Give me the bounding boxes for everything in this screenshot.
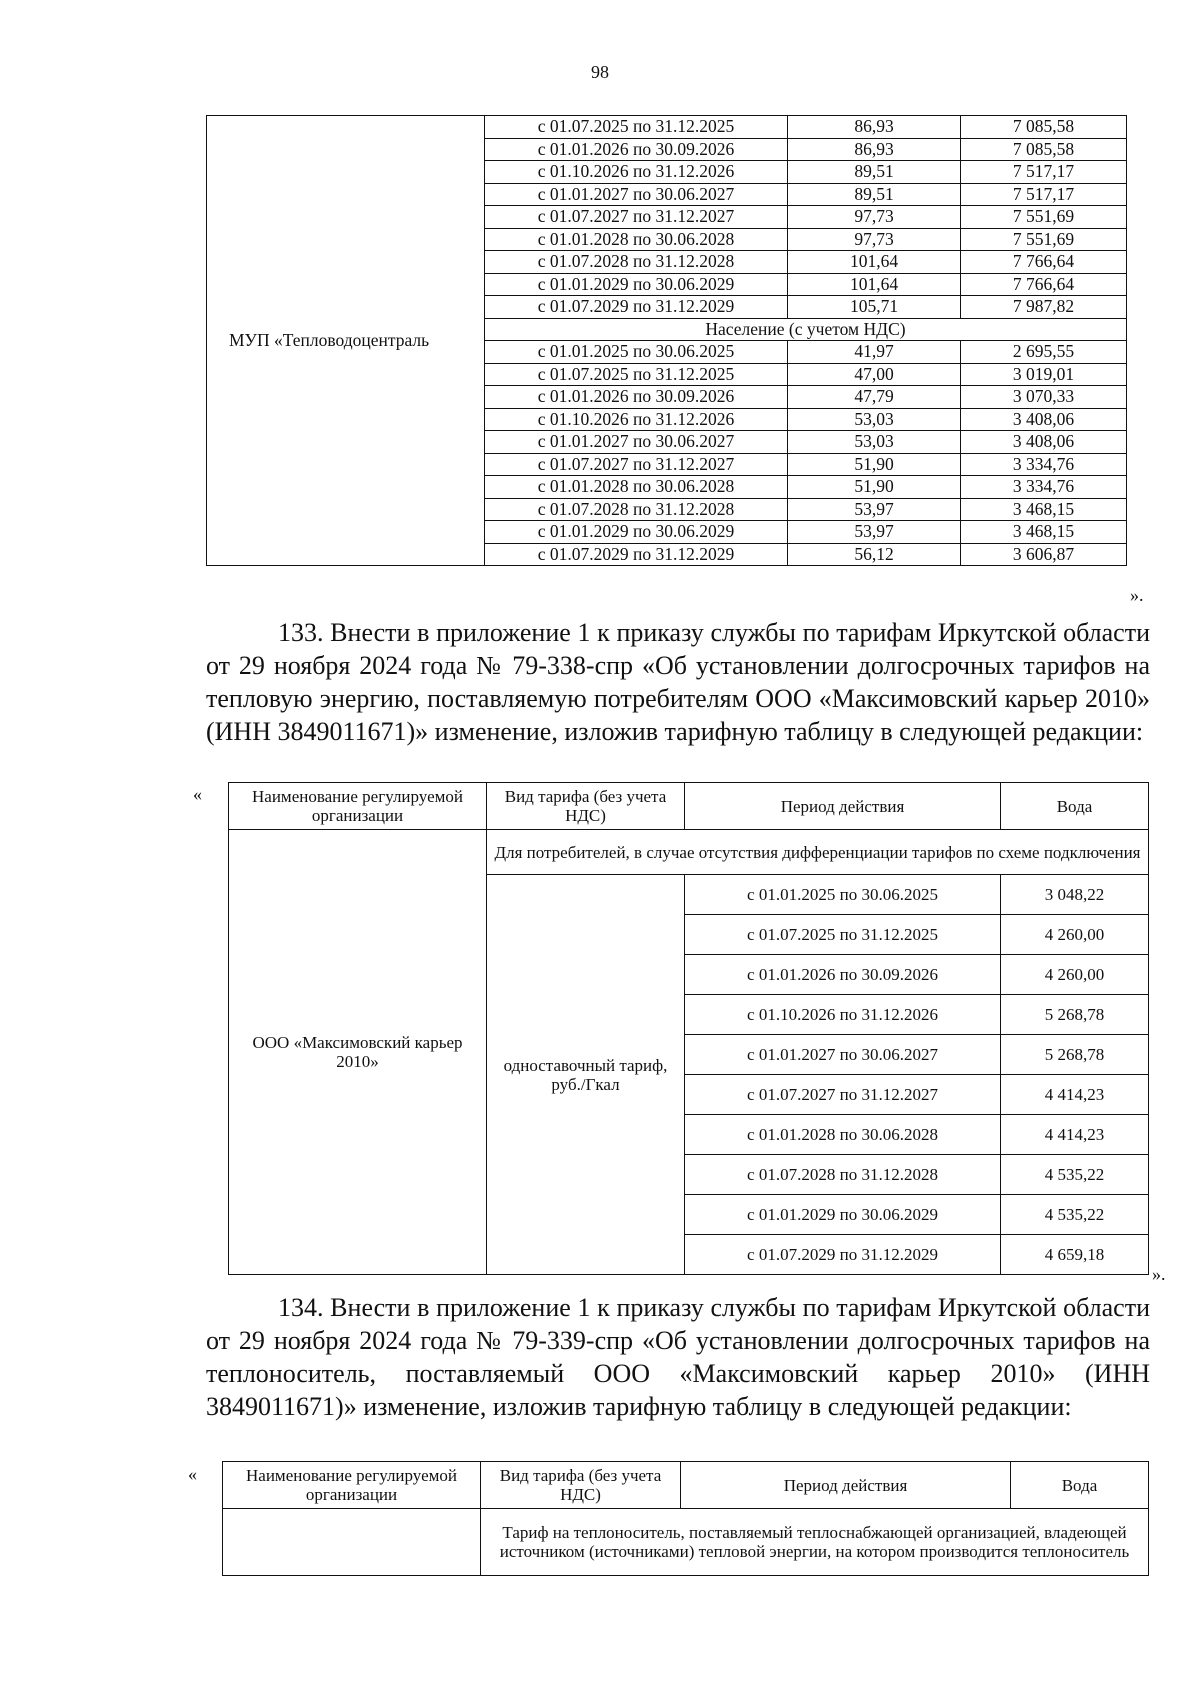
- subheader-cell: Для потребителей, в случае отсутствия дифференциации тарифов по схеме подключения: [487, 830, 1149, 875]
- table-header-row: [223, 1462, 1149, 1509]
- subheader-cell: Тариф на теплоноситель, поставляемый теплоснабжающей организацией, владеющей источником (источниками) тепловой энергии, на котором производится теплоноситель: [481, 1509, 1149, 1576]
- period-cell: с 01.07.2025 по 31.12.2025: [485, 116, 788, 139]
- value-cell: 101,64: [788, 251, 961, 274]
- table-row: [207, 116, 1127, 139]
- period-cell: с 01.01.2028 по 30.06.2028: [485, 228, 788, 251]
- period-cell: с 01.01.2025 по 30.06.2025: [685, 875, 1001, 915]
- value-cell: 3 070,33: [961, 386, 1127, 409]
- value-cell: 5 268,78: [1001, 1035, 1149, 1075]
- header-water: Вода: [1011, 1462, 1149, 1509]
- value-cell: 5 268,78: [1001, 995, 1149, 1035]
- period-cell: с 01.07.2029 по 31.12.2029: [485, 296, 788, 319]
- header-period: Период действия: [681, 1462, 1011, 1509]
- period-cell: с 01.07.2029 по 31.12.2029: [485, 543, 788, 566]
- period-cell: с 01.10.2026 по 31.12.2026: [485, 408, 788, 431]
- value-cell: 4 260,00: [1001, 915, 1149, 955]
- subheader-cell: Население (с учетом НДС): [485, 318, 1127, 341]
- paragraph-133: 133. Внести в приложение 1 к приказу службы по тарифам Иркутской области от 29 ноября 2024 года № 79-338-спр «Об установлении долгосрочных тарифов на тепловую энергию, поставляемую потребителям ООО «Максимовский карьер 2010» (ИНН 3849011671)» изменение, изложив тарифную таблицу в следующей редакции:: [206, 618, 1150, 746]
- period-cell: с 01.01.2026 по 30.09.2026: [685, 955, 1001, 995]
- value-cell: 3 606,87: [961, 543, 1127, 566]
- value-cell: 7 766,64: [961, 273, 1127, 296]
- table1-closing-quote: ».: [1130, 585, 1144, 605]
- period-cell: с 01.07.2025 по 31.12.2025: [685, 915, 1001, 955]
- value-cell: 3 019,01: [961, 363, 1127, 386]
- table2-closing-quote: ».: [1152, 1264, 1166, 1284]
- value-cell: 41,97: [788, 341, 961, 364]
- value-cell: 97,73: [788, 228, 961, 251]
- period-cell: с 01.01.2026 по 30.09.2026: [485, 138, 788, 161]
- value-cell: 53,97: [788, 498, 961, 521]
- value-cell: 89,51: [788, 183, 961, 206]
- value-cell: 101,64: [788, 273, 961, 296]
- page-number: 98: [591, 62, 609, 82]
- period-cell: с 01.10.2026 по 31.12.2026: [685, 995, 1001, 1035]
- period-cell: с 01.07.2029 по 31.12.2029: [685, 1235, 1001, 1275]
- value-cell: 105,71: [788, 296, 961, 319]
- value-cell: 7 085,58: [961, 138, 1127, 161]
- value-cell: 3 048,22: [1001, 875, 1149, 915]
- period-cell: с 01.01.2028 по 30.06.2028: [485, 476, 788, 499]
- tariff-type-cell: одноставочный тариф, руб./Гкал: [487, 875, 685, 1275]
- value-cell: 53,97: [788, 521, 961, 544]
- value-cell: 4 535,22: [1001, 1195, 1149, 1235]
- period-cell: с 01.07.2027 по 31.12.2027: [485, 206, 788, 229]
- table-subheader-row: [229, 830, 1149, 875]
- value-cell: 3 334,76: [961, 453, 1127, 476]
- period-cell: с 01.01.2027 по 30.06.2027: [485, 183, 788, 206]
- value-cell: 7 551,69: [961, 228, 1127, 251]
- value-cell: 51,90: [788, 453, 961, 476]
- header-period: Период действия: [685, 783, 1001, 830]
- value-cell: 89,51: [788, 161, 961, 184]
- tariff-table-heat-energy: [228, 782, 1149, 1275]
- value-cell: 56,12: [788, 543, 961, 566]
- period-cell: с 01.07.2027 по 31.12.2027: [485, 453, 788, 476]
- org-name-cell: ООО «Максимовский карьер 2010»: [229, 830, 487, 1275]
- tariff-table-heat-carrier: [222, 1461, 1149, 1576]
- header-tariff-type: Вид тарифа (без учета НДС): [481, 1462, 681, 1509]
- value-cell: 7 987,82: [961, 296, 1127, 319]
- value-cell: 86,93: [788, 138, 961, 161]
- period-cell: с 01.07.2027 по 31.12.2027: [685, 1075, 1001, 1115]
- value-cell: 3 468,15: [961, 498, 1127, 521]
- period-cell: с 01.10.2026 по 31.12.2026: [485, 161, 788, 184]
- value-cell: 7 517,17: [961, 161, 1127, 184]
- value-cell: 2 695,55: [961, 341, 1127, 364]
- paragraph-134: 134. Внести в приложение 1 к приказу службы по тарифам Иркутской области от 29 ноября 2024 года № 79-339-спр «Об установлении долгосрочных тарифов на теплоноситель, поставляемый ООО «Максимовский карьер 2010» (ИНН 3849011671)» изменение, изложив тарифную таблицу в следующей редакции:: [206, 1293, 1150, 1421]
- value-cell: 53,03: [788, 431, 961, 454]
- value-cell: 4 659,18: [1001, 1235, 1149, 1275]
- header-tariff-type: Вид тарифа (без учета НДС): [487, 783, 685, 830]
- period-cell: с 01.07.2025 по 31.12.2025: [485, 363, 788, 386]
- org-name-cell: МУП «Тепловодоцентраль: [207, 116, 485, 566]
- period-cell: с 01.07.2028 по 31.12.2028: [685, 1155, 1001, 1195]
- value-cell: 3 334,76: [961, 476, 1127, 499]
- value-cell: 7 517,17: [961, 183, 1127, 206]
- period-cell: с 01.01.2028 по 30.06.2028: [685, 1115, 1001, 1155]
- value-cell: 86,93: [788, 116, 961, 139]
- table3-opening-quote: «: [188, 1464, 197, 1484]
- value-cell: 47,00: [788, 363, 961, 386]
- period-cell: с 01.07.2028 по 31.12.2028: [485, 251, 788, 274]
- table-header-row: [229, 783, 1149, 830]
- period-cell: с 01.01.2029 по 30.06.2029: [685, 1195, 1001, 1235]
- value-cell: 7 766,64: [961, 251, 1127, 274]
- value-cell: 4 414,23: [1001, 1115, 1149, 1155]
- org-name-cell: [223, 1509, 481, 1576]
- value-cell: 4 414,23: [1001, 1075, 1149, 1115]
- period-cell: с 01.01.2025 по 30.06.2025: [485, 341, 788, 364]
- value-cell: 3 468,15: [961, 521, 1127, 544]
- value-cell: 4 535,22: [1001, 1155, 1149, 1195]
- value-cell: 3 408,06: [961, 408, 1127, 431]
- table2-opening-quote: «: [193, 784, 202, 804]
- value-cell: 3 408,06: [961, 431, 1127, 454]
- period-cell: с 01.01.2029 по 30.06.2029: [485, 273, 788, 296]
- header-org: Наименование регулируемой организации: [229, 783, 487, 830]
- header-water: Вода: [1001, 783, 1149, 830]
- tariff-table-continuation: [206, 115, 1127, 566]
- period-cell: с 01.07.2028 по 31.12.2028: [485, 498, 788, 521]
- period-cell: с 01.01.2027 по 30.06.2027: [485, 431, 788, 454]
- value-cell: 51,90: [788, 476, 961, 499]
- table-subheader-row: [223, 1509, 1149, 1576]
- value-cell: 53,03: [788, 408, 961, 431]
- period-cell: с 01.01.2029 по 30.06.2029: [485, 521, 788, 544]
- period-cell: с 01.01.2026 по 30.09.2026: [485, 386, 788, 409]
- value-cell: 97,73: [788, 206, 961, 229]
- header-org: Наименование регулируемой организации: [223, 1462, 481, 1509]
- value-cell: 7 085,58: [961, 116, 1127, 139]
- value-cell: 7 551,69: [961, 206, 1127, 229]
- value-cell: 4 260,00: [1001, 955, 1149, 995]
- period-cell: с 01.01.2027 по 30.06.2027: [685, 1035, 1001, 1075]
- value-cell: 47,79: [788, 386, 961, 409]
